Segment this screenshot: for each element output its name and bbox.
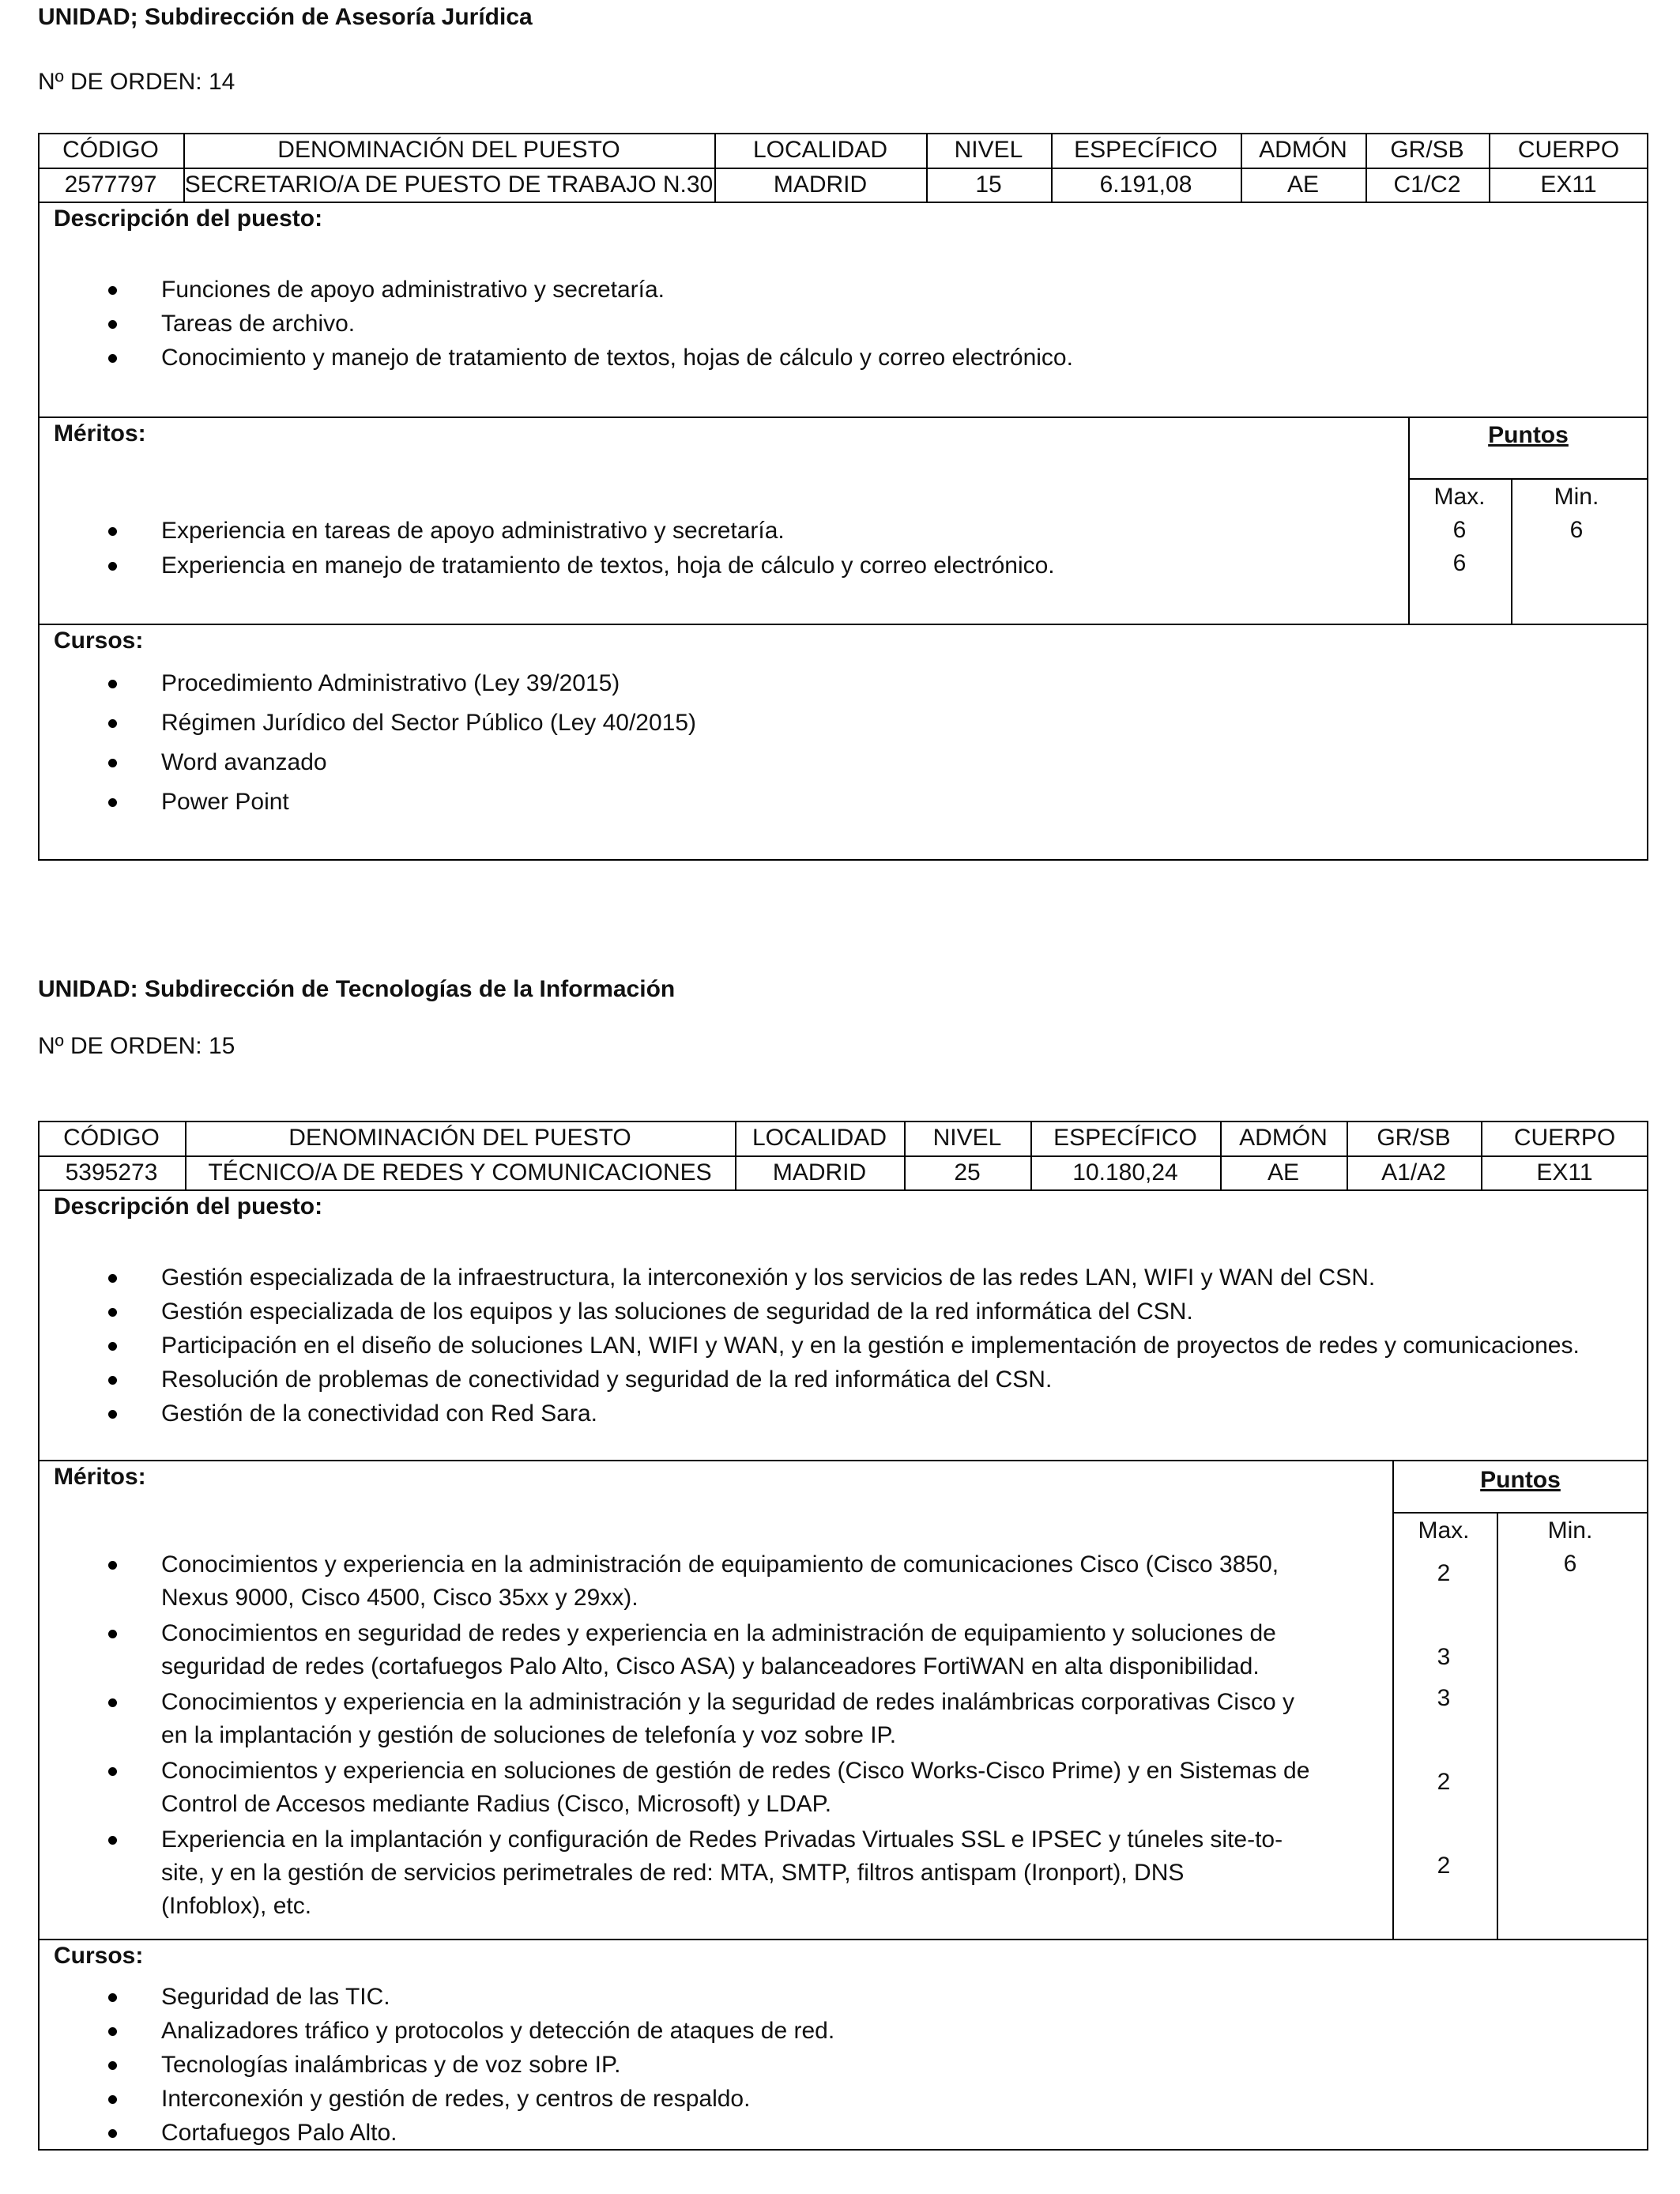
list-item-line: site, y en la gestión de servicios perimetrales de red: MTA, SMTP, filtros antispam (Ironport), DNS [161, 1860, 1185, 1886]
header-cuerpo: CUERPO [1513, 1125, 1616, 1151]
header-localidad: LOCALIDAD [751, 1125, 887, 1151]
bullet [108, 1342, 117, 1351]
list-item-line: Conocimientos en seguridad de redes y experiencia en la administración de equipamiento y soluciones de [161, 1620, 1276, 1646]
header-especifico: ESPECÍFICO [1053, 1125, 1197, 1151]
unit-title: UNIDAD: Subdirección de Tecnologías de la Información [38, 976, 676, 1002]
cell-especifico: 6.191,08 [1099, 172, 1192, 198]
cell-nivel: 25 [954, 1159, 981, 1186]
bullet [108, 719, 117, 728]
bullet [108, 1993, 117, 2002]
bullet [108, 680, 117, 688]
max-value: 6 [1452, 517, 1467, 543]
list-item-line: Experiencia en la implantación y configuración de Redes Privadas Virtuales SSL e IPSEC y túneles site-to- [161, 1826, 1283, 1853]
bullet [108, 562, 117, 571]
bullet [108, 1308, 117, 1317]
bullet [108, 1376, 117, 1385]
courses-label: Cursos: [54, 1943, 144, 1969]
bullet [108, 527, 117, 536]
list-item-line: Control de Accesos mediante Radius (Cisco, Microsoft) y LDAP. [161, 1791, 832, 1817]
bullet [108, 1698, 117, 1707]
order-number: Nº DE ORDEN: 14 [38, 69, 235, 95]
max-label: Max. [1418, 1517, 1470, 1544]
header-cuerpo: CUERPO [1517, 137, 1620, 163]
order-number: Nº DE ORDEN: 15 [38, 1033, 235, 1059]
header-codigo: CÓDIGO [62, 137, 159, 163]
cell-denominacion: SECRETARIO/A DE PUESTO DE TRABAJO N.30 [184, 172, 714, 198]
list-item: Participación en el diseño de soluciones LAN, WIFI y WAN, y en la gestión e implementación de proyectos de redes y comunicaciones. [161, 1333, 1580, 1359]
header-grsb: GR/SB [1390, 137, 1464, 163]
list-item-line: en la implantación y gestión de soluciones de telefonía y voz sobre IP. [161, 1722, 897, 1748]
max-value: 3 [1437, 1644, 1451, 1670]
max-value: 2 [1437, 1853, 1451, 1879]
description-label: Descripción del puesto: [54, 205, 323, 232]
list-item: Resolución de problemas de conectividad y seguridad de la red informática del CSN. [161, 1367, 1053, 1393]
cell-codigo: 5395273 [65, 1159, 158, 1186]
list-item: Gestión especializada de la infraestructura, la interconexión y los servicios de las redes LAN, WIFI y WAN del CSN. [161, 1265, 1376, 1291]
bullet [108, 354, 117, 363]
header-nivel: NIVEL [954, 137, 1023, 163]
list-item: Conocimiento y manejo de tratamiento de textos, hojas de cálculo y correo electrónico. [161, 345, 1073, 371]
cell-admon: AE [1267, 1159, 1300, 1186]
cell-admon: AE [1286, 172, 1320, 198]
header-admon: ADMÓN [1259, 137, 1347, 163]
merits-label: Méritos: [54, 1464, 146, 1490]
list-item: Gestión especializada de los equipos y las soluciones de seguridad de la red informática del CSN. [161, 1299, 1193, 1325]
courses-label: Cursos: [54, 628, 144, 654]
header-denominacion: DENOMINACIÓN DEL PUESTO [288, 1125, 631, 1151]
cell-codigo: 2577797 [64, 172, 157, 198]
cell-grsb: A1/A2 [1381, 1159, 1446, 1186]
bullet [108, 798, 117, 807]
header-admon: ADMÓN [1239, 1125, 1328, 1151]
points-label: Puntos [1480, 1467, 1561, 1493]
bullet [108, 1836, 117, 1845]
bullet [108, 1274, 117, 1283]
description-label: Descripción del puesto: [54, 1193, 323, 1220]
list-item-line: (Infoblox), etc. [161, 1893, 312, 1919]
min-value: 6 [1563, 1551, 1577, 1577]
bullet [108, 2095, 117, 2104]
cell-nivel: 15 [975, 172, 1002, 198]
list-item: Word avanzado [161, 749, 327, 775]
merits-label: Méritos: [54, 420, 146, 447]
list-item: Experiencia en tareas de apoyo administrativo y secretaría. [161, 518, 785, 544]
cell-localidad: MADRID [773, 172, 868, 198]
header-grsb: GR/SB [1377, 1125, 1451, 1151]
unit-title: UNIDAD; Subdirección de Asesoría Jurídica [38, 4, 533, 30]
bullet [108, 1410, 117, 1419]
list-item-line: Conocimientos y experiencia en la administración y la seguridad de redes inalámbricas corporativas Cisco y [161, 1689, 1295, 1715]
bullet [108, 2027, 117, 2036]
header-codigo: CÓDIGO [63, 1125, 160, 1151]
header-especifico: ESPECÍFICO [1074, 137, 1218, 163]
min-label: Min. [1554, 484, 1599, 510]
list-item: Seguridad de las TIC. [161, 1984, 390, 2010]
min-value: 6 [1569, 517, 1584, 543]
cell-cuerpo: EX11 [1540, 172, 1597, 198]
courses-box [38, 624, 1648, 861]
list-item: Gestión de la conectividad con Red Sara. [161, 1400, 597, 1427]
min-label: Min. [1547, 1517, 1593, 1544]
list-item: Interconexión y gestión de redes, y centros de respaldo. [161, 2086, 751, 2112]
bullet [108, 2061, 117, 2070]
header-denominacion: DENOMINACIÓN DEL PUESTO [277, 137, 620, 163]
list-item: Funciones de apoyo administrativo y secretaría. [161, 277, 665, 303]
bullet [108, 1630, 117, 1638]
cell-cuerpo: EX11 [1536, 1159, 1593, 1186]
list-item: Tareas de archivo. [161, 311, 356, 337]
bullet [108, 759, 117, 767]
list-item-line: Conocimientos y experiencia en soluciones de gestión de redes (Cisco Works-Cisco Prime) y en Sistemas de [161, 1758, 1310, 1784]
header-localidad: LOCALIDAD [752, 137, 888, 163]
bullet [108, 2129, 117, 2138]
cell-especifico: 10.180,24 [1072, 1159, 1178, 1186]
list-item: Régimen Jurídico del Sector Público (Ley 40/2015) [161, 710, 697, 736]
bullet [108, 320, 117, 329]
header-nivel: NIVEL [932, 1125, 1002, 1151]
list-item-line: Nexus 9000, Cisco 4500, Cisco 35xx y 29xx). [161, 1585, 638, 1611]
list-item-line: seguridad de redes (cortafuegos Palo Alto, Cisco ASA) y balanceadores FortiWAN en alta disponibilidad. [161, 1653, 1260, 1679]
list-item: Power Point [161, 789, 289, 815]
list-item: Experiencia en manejo de tratamiento de textos, hoja de cálculo y correo electrónico. [161, 552, 1055, 579]
cell-grsb: C1/C2 [1393, 172, 1461, 198]
points-label: Puntos [1488, 422, 1569, 448]
cell-denominacion: TÉCNICO/A DE REDES Y COMUNICACIONES [208, 1159, 712, 1186]
max-value: 3 [1437, 1685, 1451, 1711]
bullet [108, 1561, 117, 1570]
list-item: Tecnologías inalámbricas y de voz sobre IP. [161, 2052, 621, 2078]
list-item: Procedimiento Administrativo (Ley 39/2015) [161, 670, 620, 696]
list-item: Analizadores tráfico y protocolos y detección de ataques de red. [161, 2018, 835, 2044]
list-item: Cortafuegos Palo Alto. [161, 2120, 397, 2146]
max-value: 2 [1437, 1769, 1451, 1795]
list-item-line: Conocimientos y experiencia en la administración de equipamiento de comunicaciones Cisco (Cisco 3850, [161, 1551, 1279, 1578]
cell-localidad: MADRID [772, 1159, 867, 1186]
max-label: Max. [1433, 484, 1486, 510]
bullet [108, 286, 117, 295]
max-value: 2 [1437, 1560, 1451, 1586]
max-value: 6 [1452, 550, 1467, 576]
bullet [108, 1767, 117, 1776]
